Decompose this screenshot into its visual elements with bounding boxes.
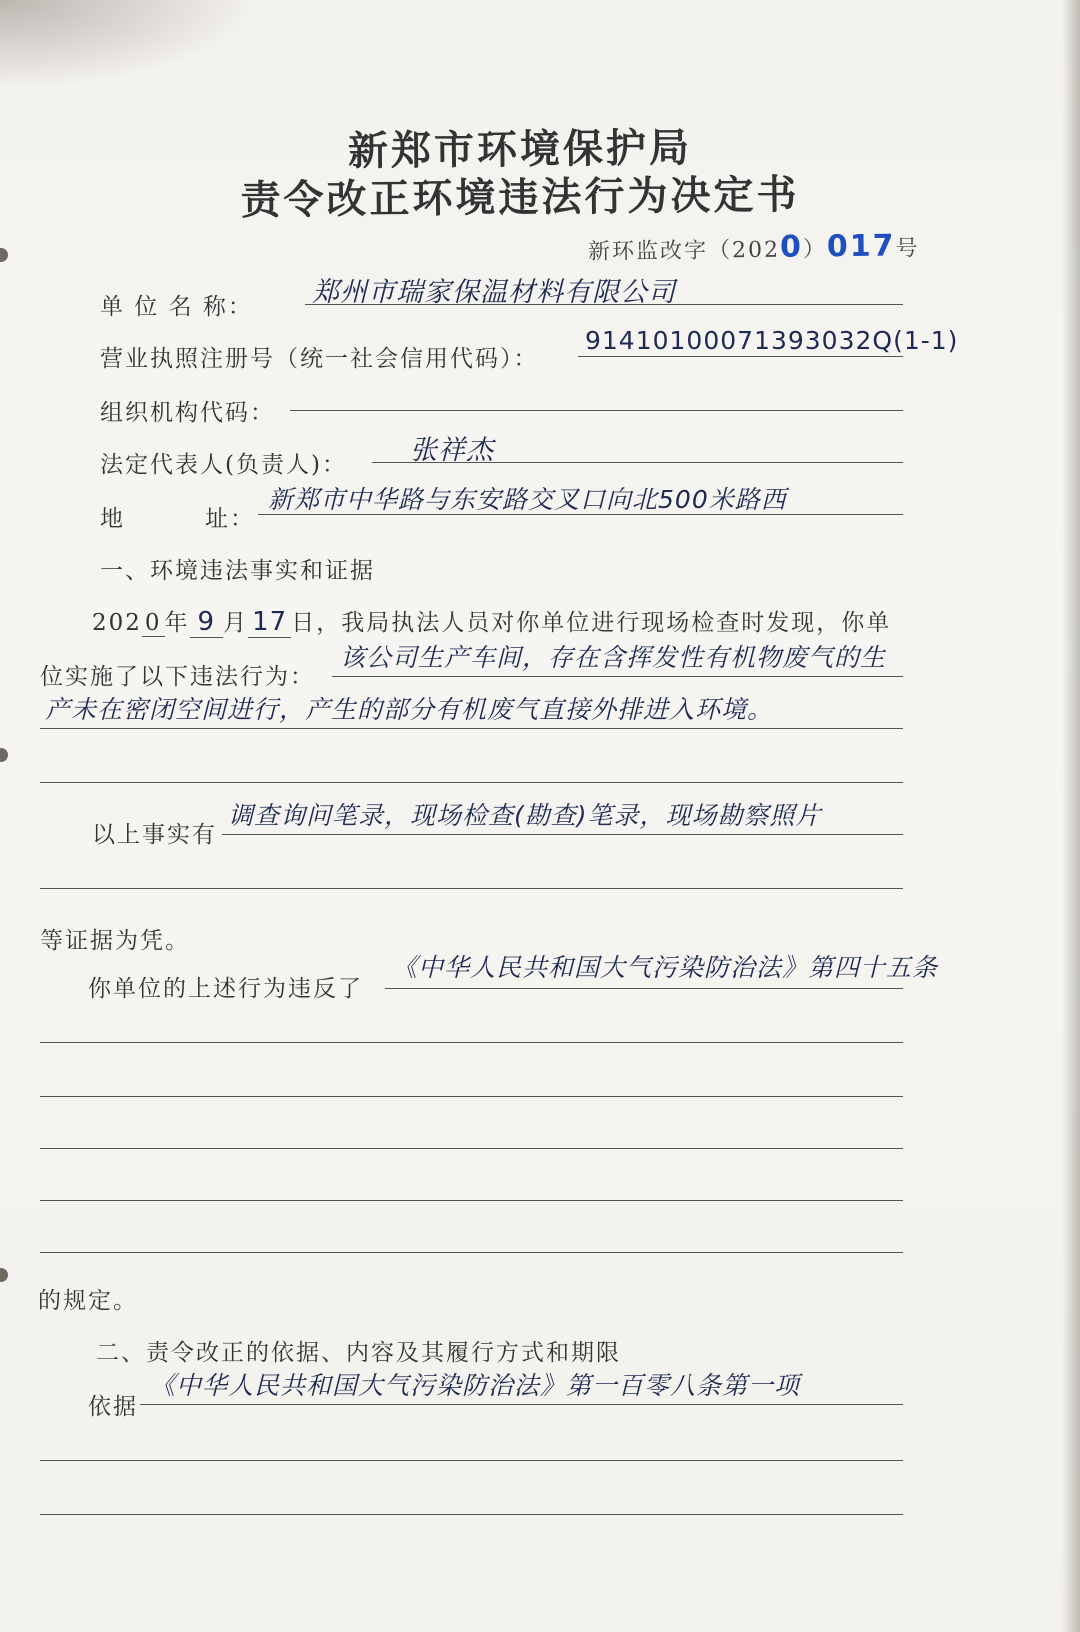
- binding-hole: [0, 1268, 8, 1282]
- date-day-value: 17: [248, 607, 291, 638]
- corner-shadow: [0, 0, 260, 90]
- violation-underline-2: [40, 728, 903, 729]
- basis-label: 依据: [88, 1394, 138, 1420]
- provision-suffix: 的规定。: [38, 1288, 138, 1314]
- binding-hole: [0, 248, 8, 262]
- title-issuer: 新郑市环境保护局: [347, 124, 693, 175]
- doc-number-prefix: 新环监改字（202: [587, 237, 781, 265]
- unit-name-underline: [305, 304, 903, 305]
- section2-heading: 二、责令改正的依据、内容及其履行方式和期限: [96, 1340, 621, 1366]
- violates-underline-6: [40, 1252, 903, 1253]
- document-number: [588, 228, 920, 266]
- date-month-value: 9: [190, 607, 224, 638]
- legal-rep-underline: [372, 462, 903, 463]
- basis-underline-3: [40, 1514, 903, 1515]
- title-document-type: 责令改正环境违法行为决定书: [240, 171, 800, 224]
- inspection-date-line: [92, 604, 891, 637]
- violated-law-value: 《中华人民共和国大气污染防治法》第四十五条: [392, 953, 939, 982]
- doc-number-mid: ）: [802, 237, 828, 263]
- doc-number-stamp-digit: 0: [779, 229, 804, 265]
- date-year-prefix: 202: [92, 610, 142, 636]
- section1-heading: 一、环境违法事实和证据: [100, 558, 375, 584]
- doc-number-stamp-serial: 017: [826, 228, 896, 265]
- doc-number-suffix: 号: [895, 236, 920, 262]
- violation-text-line1: 该公司生产车间，存在含挥发性有机物废气的生: [340, 643, 887, 672]
- address-label-right: 址：: [205, 506, 255, 532]
- date-day-suffix: 日，我局执法人员对你单位进行现场检查时发现，你单: [291, 610, 892, 636]
- violation-intro-label: 位实施了以下违法行为：: [40, 664, 315, 690]
- date-month-suffix: 月: [223, 610, 249, 636]
- legal-rep-value: 张祥杰: [410, 435, 494, 466]
- license-value: 91410100071393032Q(1-1): [585, 326, 959, 355]
- facts-evidence-value: 调查询问笔录，现场检查(勘查)笔录，现场勘察照片: [228, 801, 822, 830]
- date-year-suffix: 年: [164, 610, 190, 636]
- unit-name-value: 郑州市瑞家保温材料有限公司: [312, 277, 676, 308]
- violates-underline-5: [40, 1200, 903, 1201]
- address-label-left: 地: [100, 506, 125, 532]
- basis-law-value: 《中华人民共和国大气污染防治法》第一百零八条第一项: [150, 1371, 801, 1400]
- violation-underline-3: [40, 782, 903, 783]
- facts-label: 以上事实有: [92, 822, 217, 848]
- legal-rep-label: 法定代表人(负责人)：: [100, 452, 347, 478]
- violates-underline-2: [40, 1042, 903, 1043]
- evidence-suffix: 等证据为凭。: [40, 928, 190, 954]
- violation-underline-1: [332, 676, 903, 677]
- license-underline: [578, 356, 903, 357]
- org-code-underline: [290, 410, 903, 411]
- basis-underline-1: [140, 1404, 903, 1405]
- license-label: 营业执照注册号（统一社会信用代码）：: [100, 346, 539, 372]
- violates-label: 你单位的上述行为违反了: [88, 976, 363, 1002]
- unit-name-label: 单 位 名 称：: [100, 294, 253, 320]
- binding-hole: [0, 748, 8, 762]
- address-underline: [258, 514, 903, 515]
- org-code-label: 组织机构代码：: [100, 400, 275, 426]
- violates-underline-3: [40, 1096, 903, 1097]
- violates-underline-1: [385, 988, 903, 989]
- basis-underline-2: [40, 1460, 903, 1461]
- facts-underline-2: [40, 888, 903, 889]
- facts-underline-1: [222, 834, 903, 835]
- address-value: 新郑市中华路与东安路交叉口向北500米路西: [268, 485, 787, 514]
- violates-underline-4: [40, 1148, 903, 1149]
- page-edge-shadow: [1062, 0, 1080, 1632]
- violation-text-line2: 产未在密闭空间进行，产生的部分有机废气直接外排进入环境。: [45, 695, 774, 724]
- date-year-fill: 0: [142, 610, 165, 637]
